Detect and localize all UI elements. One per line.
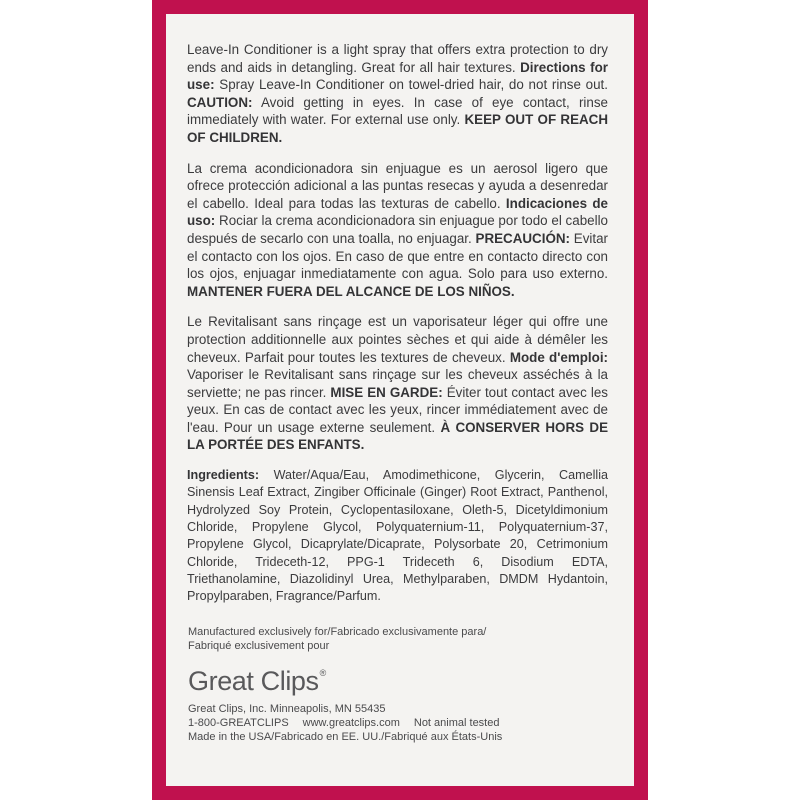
spanish-intro: La crema acondicionadora sin enjuague es un aerosol ligero que ofrece protección adicional a las puntas resecas y ayuda a desenredar el cabello. Ideal para todas las texturas de cabello. (187, 160, 608, 211)
animal-testing-note: Not animal tested (413, 717, 500, 729)
label-copy (187, 41, 608, 618)
logo-wordmark: Great Clips (188, 666, 319, 696)
contact-line (188, 716, 608, 730)
ingredients-paragraph (187, 467, 608, 605)
spanish-directions-text: Rociar la crema acondicionadora sin enjuague por todo el cabello después de secarlo con una toalla, no enjuagar. (187, 213, 608, 246)
registered-mark: ® (319, 668, 326, 678)
french-intro: Le Revitalisant sans rinçage est un vaporisateur léger qui offre une protection additionnelle aux pointes sèches et qui aide à démêler les cheveux. Parfait pour toutes les textures de cheveux. (187, 314, 608, 365)
french-directions-text: Vaporiser le Revitalisant sans rinçage sur les cheveux asséchés à la serviette; ne pas rincer. (187, 367, 608, 400)
english-caution-label: CAUTION: (187, 94, 253, 110)
manufactured-for-line: Manufactured exclusively for/Fabricado exclusivamente para/ (188, 626, 487, 638)
french-caution-text: Éviter tout contact avec les yeux. En cas de contact avec les yeux, rincer immédiatement avec de l'eau. Pour un usage externe seulement. (187, 384, 608, 435)
ingredients-label: Ingredients: (187, 468, 260, 483)
french-keep-out-warning: À CONSERVER HORS DE LA PORTÉE DES ENFANTS. (187, 419, 609, 453)
english-paragraph (187, 41, 608, 147)
great-clips-logo (188, 656, 608, 698)
country-of-origin: Made in the USA/Fabricado en EE. UU./Fabriqué aux États-Unis (188, 731, 503, 743)
company-address: Great Clips, Inc. Minneapolis, MN 55435 (188, 703, 386, 715)
french-directions-label: Mode d'emploi: (509, 349, 608, 365)
spanish-paragraph (187, 160, 608, 301)
spanish-caution-text: Evitar el contacto con los ojos. En caso de que entre en contacto directo con los ojos, enjuagar inmediatamente con agua. Solo para uso externo. (187, 230, 608, 282)
english-directions-label: Directions for use: (187, 59, 608, 93)
website-url: www.greatclips.com (302, 717, 400, 729)
french-paragraph (187, 313, 608, 454)
spanish-directions-label: Indicaciones de uso: (187, 195, 608, 229)
english-intro: Leave-In Conditioner is a light spray that offers extra protection to dry ends and aids in detangling. Great for all hair textures. (187, 42, 608, 75)
phone-number: 1-800-GREATCLIPS (188, 717, 289, 729)
ingredients-list: Water/Aqua/Eau, Amodimethicone, Glycerin, Camellia Sinensis Leaf Extract, Zingiber Officinale (Ginger) Root Extract, Panthenol, Hydrolyzed Soy Protein, Cyclopentasiloxane, Oleth-5, Dicetyldimonium Chloride, Propylene Glycol, Polyquaternium-11, Polyquaternium-37, Propylene Glycol, Dicaprylate/Dicaprate, Polysorbate 20, Cetrimonium Chloride, Trideceth-12, PPG-1 Trideceth 6, Disodium EDTA, Triethanolamine, Diazolidinyl Urea, Methylparaben, DMDM Hydantoin, Propylparaben, Fragrance/Parfum. (187, 468, 608, 604)
fabrique-pour-line: Fabriqué exclusivement pour (188, 640, 330, 652)
english-directions-text: Spray Leave-In Conditioner on towel-dried hair, do not rinse out. (214, 77, 608, 93)
spanish-caution-label: PRECAUCIÓN: (475, 230, 570, 246)
spanish-keep-out-warning: MANTENER FUERA DEL ALCANCE DE LOS NIÑOS. (187, 283, 515, 299)
english-caution-text: Avoid getting in eyes. In case of eye contact, rinse immediately with water. For external use only. (187, 94, 608, 128)
english-keep-out-warning: KEEP OUT OF REACH OF CHILDREN. (187, 112, 609, 145)
french-caution-label: MISE EN GARDE: (330, 384, 443, 400)
manufacturer-block (188, 625, 608, 744)
